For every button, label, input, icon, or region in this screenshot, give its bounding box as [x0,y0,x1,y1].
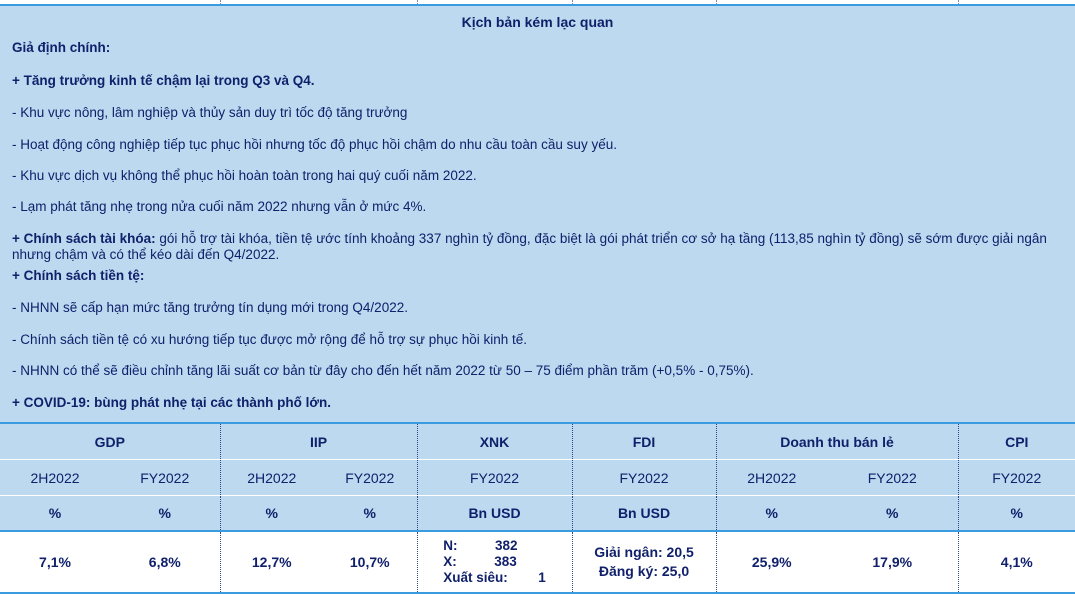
fiscal-policy-label: + Chính sách tài khóa: [12,231,156,246]
xnk-export-value: 383 [494,554,517,569]
xnk-import-label: N: [443,538,458,553]
fiscal-policy-text: gói hỗ trợ tài khóa, tiền tệ ước tính khoảng 337 nghìn tỷ đồng, đặc biệt là gói phát triển cơ sở hạ tầng (113,85 nghìn tỷ đồng) sẽ sớm được giải ngân nhưng chậm và có thể kéo dài đến Q4/2022. [12,231,1047,262]
period-header: FY2022 [110,460,220,496]
unit-header: Bn USD [572,496,716,532]
unit-header: % [220,496,323,532]
fiscal-policy-paragraph [12,231,1067,263]
top-strip-divider [716,0,717,4]
period-header: 2H2022 [0,460,110,496]
period-header: FY2022 [572,460,716,496]
period-header: FY2022 [958,460,1075,496]
top-strip-divider [220,0,221,4]
cpi-fy-value: 4,1% [958,531,1075,593]
period-header: 2H2022 [716,460,827,496]
retail-2h-value: 25,9% [716,531,827,593]
growth-item: - Khu vực dịch vụ không thể phục hồi hoàn toàn trong hai quý cuối năm 2022. [12,168,477,183]
gdp-2h-value: 7,1% [0,531,110,593]
monetary-item: - NHNN sẽ cấp hạn mức tăng trưởng tín dụng mới trong Q4/2022. [12,300,408,315]
value-row [0,531,1075,593]
unit-header-row [0,496,1075,532]
unit-header: % [716,496,827,532]
group-header: Doanh thu bán lẻ [716,423,958,460]
unit-header: % [323,496,417,532]
top-strip-divider [417,0,418,4]
unit-header: Bn USD [417,496,572,532]
xnk-import-value: 382 [494,538,518,553]
scenario-title: Kịch bản kém lạc quan [461,14,614,30]
fdi-registered-value: Đăng ký: 25,0 [598,563,690,579]
period-header: FY2022 [417,460,572,496]
monetary-item: - NHNN có thể sẽ điều chỉnh tăng lãi suất cơ bản từ đây cho đến hết năm 2022 từ 50 – 75 điểm phần trăm (+0,5% - 0,75%). [12,363,754,378]
xnk-surplus-label: Xuất siêu: [443,570,508,585]
unit-header: % [827,496,958,532]
retail-fy-value: 17,9% [827,531,958,593]
growth-item: - Khu vực nông, lâm nghiệp và thủy sản duy trì tốc độ tăng trưởng [12,105,408,120]
assumptions-heading: Giả định chính: [12,40,111,55]
group-header: CPI [958,423,1075,460]
group-header: IIP [220,423,417,460]
growth-heading: + Tăng trưởng kinh tế chậm lại trong Q3 và Q4. [12,73,315,88]
period-header: 2H2022 [220,460,323,496]
iip-2h-value: 12,7% [220,531,323,593]
top-strip [0,0,1075,4]
xnk-surplus-value: 1 [538,570,546,585]
unit-header: % [0,496,110,532]
fdi-cell [572,531,716,593]
period-header: FY2022 [827,460,958,496]
scenario-panel [0,6,1075,422]
monetary-item: - Chính sách tiền tệ có xu hướng tiếp tục được mở rộng để hỗ trợ sự phục hồi kinh tế. [12,332,528,347]
xnk-cell [417,531,572,593]
iip-fy-value: 10,7% [323,531,417,593]
top-strip-divider [572,0,573,4]
top-strip-divider [958,0,959,4]
growth-item: - Lạm phát tăng nhẹ trong nửa cuối năm 2022 nhưng vẫn ở mức 4%. [12,199,427,214]
unit-header: % [110,496,220,532]
covid-heading: + COVID-19: bùng phát nhẹ tại các thành phố lớn. [12,395,331,410]
xnk-export-label: X: [443,554,457,569]
forecast-table [0,422,1075,594]
period-header-row [0,460,1075,496]
group-header-row [0,423,1075,460]
fdi-disbursed-value: Giải ngân: 20,5 [594,544,694,560]
unit-header: % [958,496,1075,532]
gdp-fy-value: 6,8% [110,531,220,593]
group-header: XNK [417,423,572,460]
group-header: FDI [572,423,716,460]
growth-item: - Hoạt động công nghiệp tiếp tục phục hồi nhưng tốc độ phục hồi chậm do nhu cầu toàn cầu suy yếu. [12,137,617,152]
xnk-breakdown [443,538,546,586]
monetary-heading: + Chính sách tiền tệ: [12,268,145,283]
period-header: FY2022 [323,460,417,496]
group-header: GDP [0,423,220,460]
